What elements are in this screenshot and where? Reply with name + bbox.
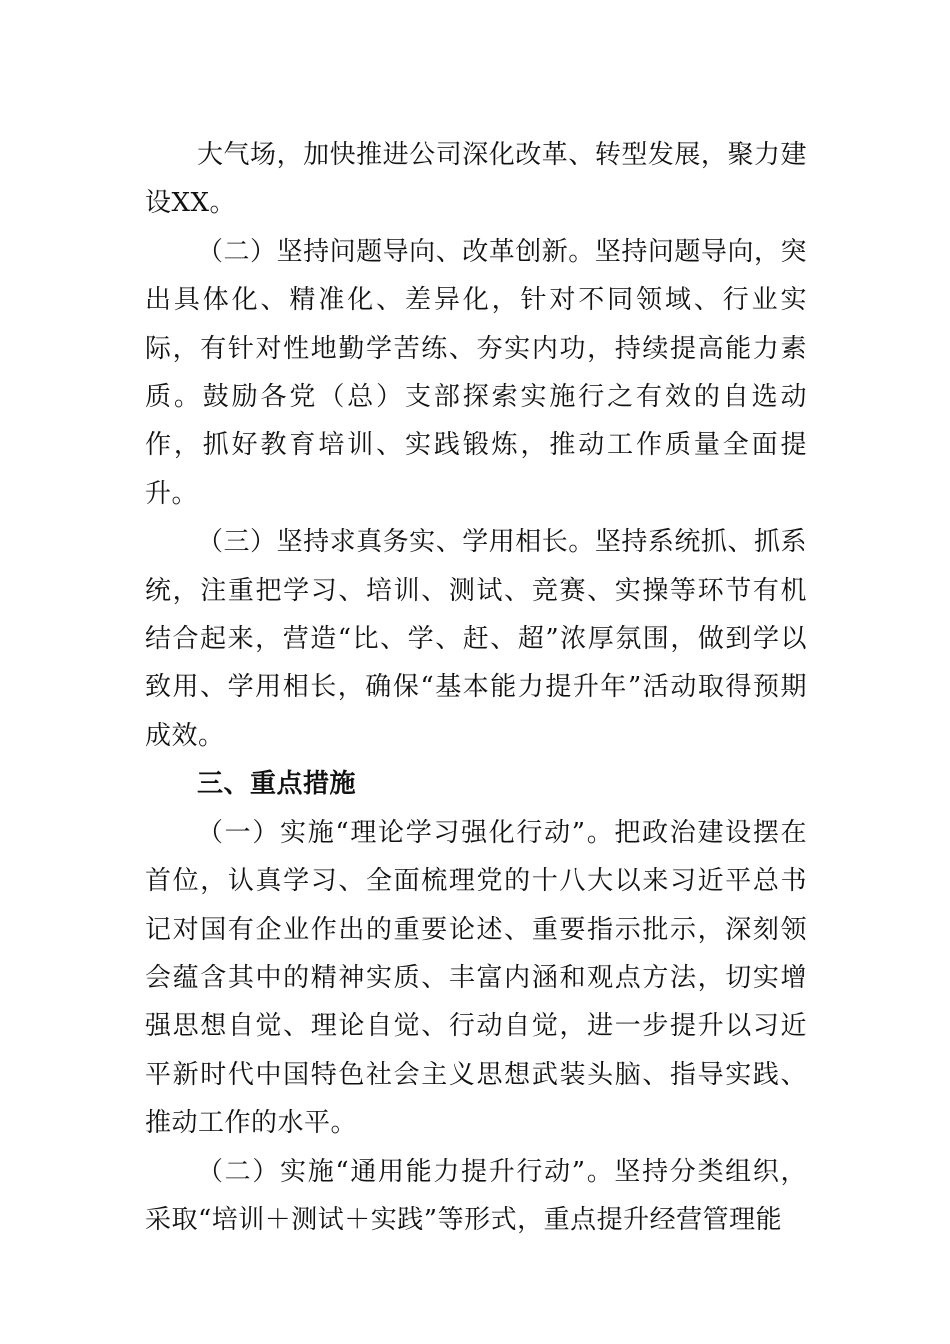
- paragraph-continuation: 大气场，加快推进公司深化改革、转型发展，聚力建设XX。: [145, 140, 807, 219]
- paragraph-practical-learning: （三）坚持求真务实、学用相长。坚持系统抓、抓系统，注重把学习、培训、测试、竞赛、实操等环节有机结合起来，营造“比、学、赶、超”浓厚氛围，做到学以致用、学用相长，确保“基本能力提升年”活动取得预期成效。: [145, 527, 807, 751]
- paragraph-problem-orientation: （二）坚持问题导向、改革创新。坚持问题导向，突出具体化、精准化、差异化，针对不同领域、行业实际，有针对性地勤学苦练、夯实内功，持续提高能力素质。鼓励各党（总）支部探索实施行之有效的自选动作，抓好教育培训、实践锻炼，推动工作质量全面提升。: [145, 236, 807, 509]
- section-heading-key-measures: 三、重点措施: [197, 769, 357, 800]
- paragraph-general-ability-action: （二）实施“通用能力提升行动”。坚持分类组织，采取“培训＋测试＋实践”等形式，重点提升经营管理能: [145, 1156, 807, 1235]
- paragraph-theory-study-action: （一）实施“理论学习强化行动”。把政治建设摆在首位，认真学习、全面梳理党的十八大以来习近平总书记对国有企业作出的重要论述、重要指示批示，深刻领会蕴含其中的精神实质、丰富内涵和观点方法，切实增强思想自觉、理论自觉、行动自觉，进一步提升以习近平新时代中国特色社会主义思想武装头脑、指导实践、推动工作的水平。: [145, 817, 807, 1139]
- document-body: [145, 131, 807, 1244]
